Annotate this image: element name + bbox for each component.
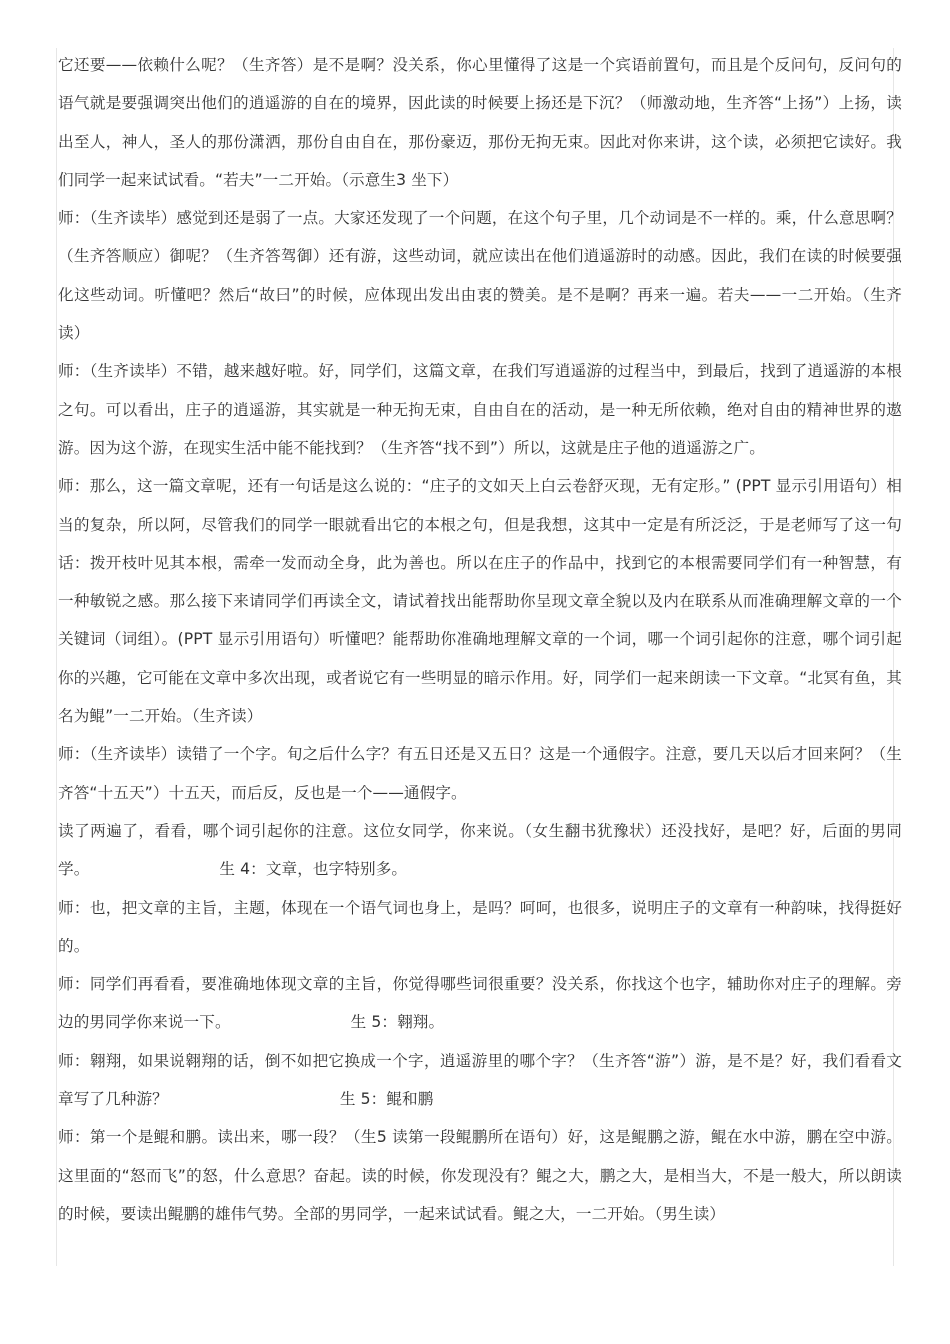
paragraph bbox=[58, 1118, 902, 1233]
paragraph-text: 师：同学们再看看，要准确地体现文章的主旨，你觉得哪些词很重要？没关系，你找这个也字，辅助你对庄子的理解。旁边的男同学你来说一下。 bbox=[58, 975, 902, 1032]
paragraph bbox=[58, 965, 902, 1042]
paragraph bbox=[58, 467, 902, 735]
paragraph-text: 师：那么，这一篇文章呢，还有一句话是这么说的：“庄子的文如天上白云卷舒灭现，无有定形。” (PPT 显示引用语句）相当的复杂，所以阿，尽管我们的同学一眼就看出它的本根之句，但是我想，这其中一定是有所泛泛，于是老师写了这一句话：拨开枝叶见其本根，需牵一发而动全身，此为善也。所以在庄子的作品中，找到它的本根需要同学们有一种智慧，有一种敏锐之感。那么接下来请同学们再读全文，请试着找出能帮助你呈现文章全貌以及内在联系从而准确理解文章的一个关键词（词组）。(PPT 显示引用语句）听懂吧？能帮助你准确地理解文章的一个词，哪一个词引起你的注意，哪个词引起你的兴趣，它可能在文章中多次出现，或者说它有一些明显的暗示作用。好，同学们一起来朗读一下文章。“北冥有鱼，其名为鲲”一二开始。（生齐读） bbox=[58, 477, 902, 726]
paragraph-text: 它还要——依赖什么呢？（生齐答）是不是啊？没关系，你心里懂得了这是一个宾语前置句，而且是个反问句，反问句的语气就是要强调突出他们的逍遥游的自在的境界，因此读的时候要上扬还是下沉？（师激动地，生齐答“上扬”）上扬，读出至人，神人，圣人的那份潇洒，那份自由自在，那份豪迈，那份无拘无束。因此对你来讲，这个读，必须把它读好。我们同学一起来试试看。“若夫”一二开始。（示意生3 坐下） bbox=[58, 56, 902, 189]
paragraph bbox=[58, 812, 902, 889]
paragraph-text: 师：（生齐读毕）感觉到还是弱了一点。大家还发现了一个问题，在这个句子里，几个动词是不一样的。乘，什么意思啊？（生齐答顺应）御呢？（生齐答驾御）还有游，这些动词，就应读出在他们逍遥游时的动感。因此，我们在读的时候要强化这些动词。听懂吧？然后“故曰”的时候，应体现出发出由衷的赞美。是不是啊？再来一遍。若夫——一二开始。（生齐读） bbox=[58, 209, 902, 343]
paragraph-text: 师：翱翔，如果说翱翔的话，倒不如把它换成一个字，逍遥游里的哪个字？（生齐答“游”）游，是不是？好，我们看看文章写了几种游？ bbox=[58, 1051, 902, 1109]
paragraph-text: 师：也，把文章的主旨，主题，体现在一个语气词也身上，是吗？呵呵，也很多，说明庄子的文章有一种韵味，找得挺好的。 bbox=[58, 898, 902, 955]
paragraph bbox=[58, 352, 902, 467]
paragraph-text: 师：第一个是鲲和鹏。读出来，哪一段？（生5 读第一段鲲鹏所在语句）好，这是鲲鹏之游，鲲在水中游，鹏在空中游。这里面的“怒而飞”的怒，什么意思？奋起。读的时候，你发现没有？鲲之大，鹏之大，是相当大，不是一般大，所以朗读的时候，要读出鲲鹏的雄伟气势。全部的男同学，一起来试试看。鲲之大，一二开始。（男生读） bbox=[58, 1128, 902, 1223]
student-response: 生 5：翱翔。 bbox=[350, 1013, 445, 1032]
student-response: 生 5：鲲和鹏 bbox=[339, 1090, 434, 1109]
paragraph-text: 读了两遍了，看看，哪个词引起你的注意。这位女同学，你来说。（女生翻书犹豫状）还没找好，是吧？好，后面的男同学。 bbox=[58, 821, 902, 879]
document-body bbox=[58, 46, 902, 1233]
paragraph bbox=[58, 889, 902, 966]
paragraph bbox=[58, 1042, 902, 1119]
paragraph bbox=[58, 46, 902, 199]
paragraph bbox=[58, 199, 902, 352]
student-response: 生 4：文章，也字特别多。 bbox=[219, 860, 408, 879]
paragraph-text: 师：（生齐读毕）读错了一个字。旬之后什么字？有五日还是又五日？这是一个通假字。注意，要几天以后才回来阿？（生齐答“十五天”）十五天，而后反，反也是一个——通假字。 bbox=[58, 745, 902, 802]
paragraph-text: 师：（生齐读毕）不错，越来越好啦。好，同学们，这篇文章，在我们写逍遥游的过程当中，到最后，找到了逍遥游的本根之句。可以看出，庄子的逍遥游，其实就是一种无拘无束，自由自在的活动，是一种无所依赖，绝对自由的精神世界的遨游。因为这个游，在现实生活中能不能找到？（生齐答“找不到”）所以，这就是庄子他的逍遥游之广。 bbox=[58, 362, 902, 457]
paragraph bbox=[58, 735, 902, 812]
